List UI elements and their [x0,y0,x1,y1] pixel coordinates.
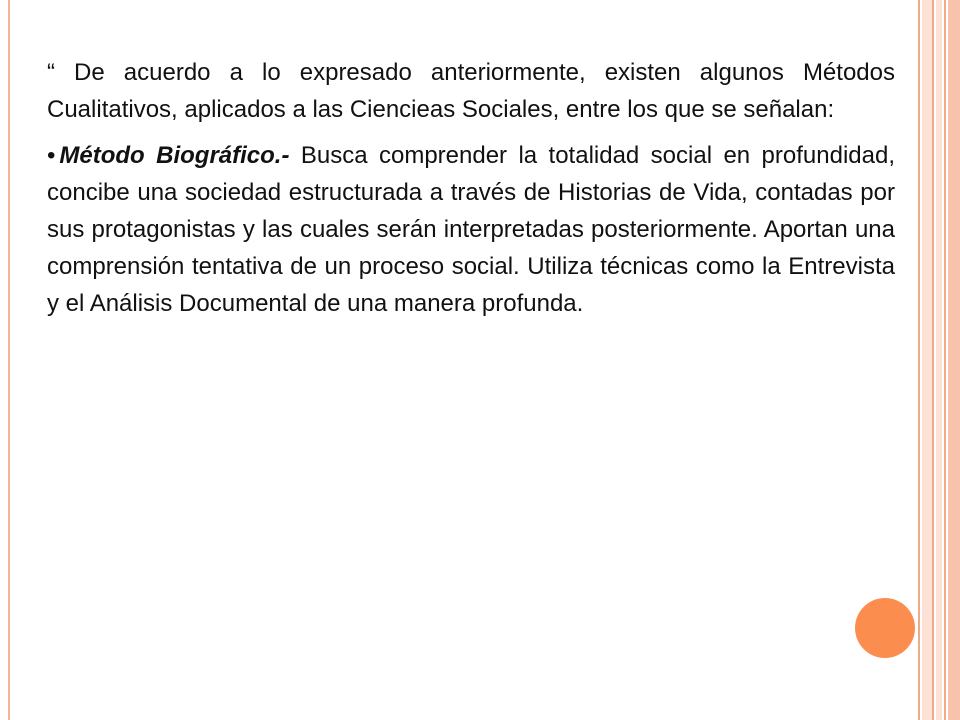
method-term: Método Biográfico.- [59,142,290,169]
accent-circle [855,598,915,658]
stripe [932,0,934,720]
stripe [918,0,920,720]
bullet-paragraph [47,137,895,322]
intro-paragraph: “ De acuerdo a lo expresado anteriormente, existen algunos Métodos Cualitativos, aplicados a las Ciencieas Sociales, entre los que se señalan: [47,59,895,123]
slide-content [47,54,895,322]
stripe [948,0,960,720]
bullet-icon: • [47,142,56,169]
stripe [944,0,946,720]
stripe [936,0,942,720]
right-decorative-stripes [918,0,960,720]
left-border-line [8,0,10,720]
stripe [922,0,932,720]
method-description: Busca comprender la totalidad social en profundidad, concibe una sociedad estructurada a través de Historias de Vida, contadas por sus protagonistas y las cuales serán interpretadas posteriormente. Aportan una comprensión tentativa de un proceso social. Utiliza técnicas como la Entrevista y el Análisis Documental de una manera profunda. [47,142,895,317]
